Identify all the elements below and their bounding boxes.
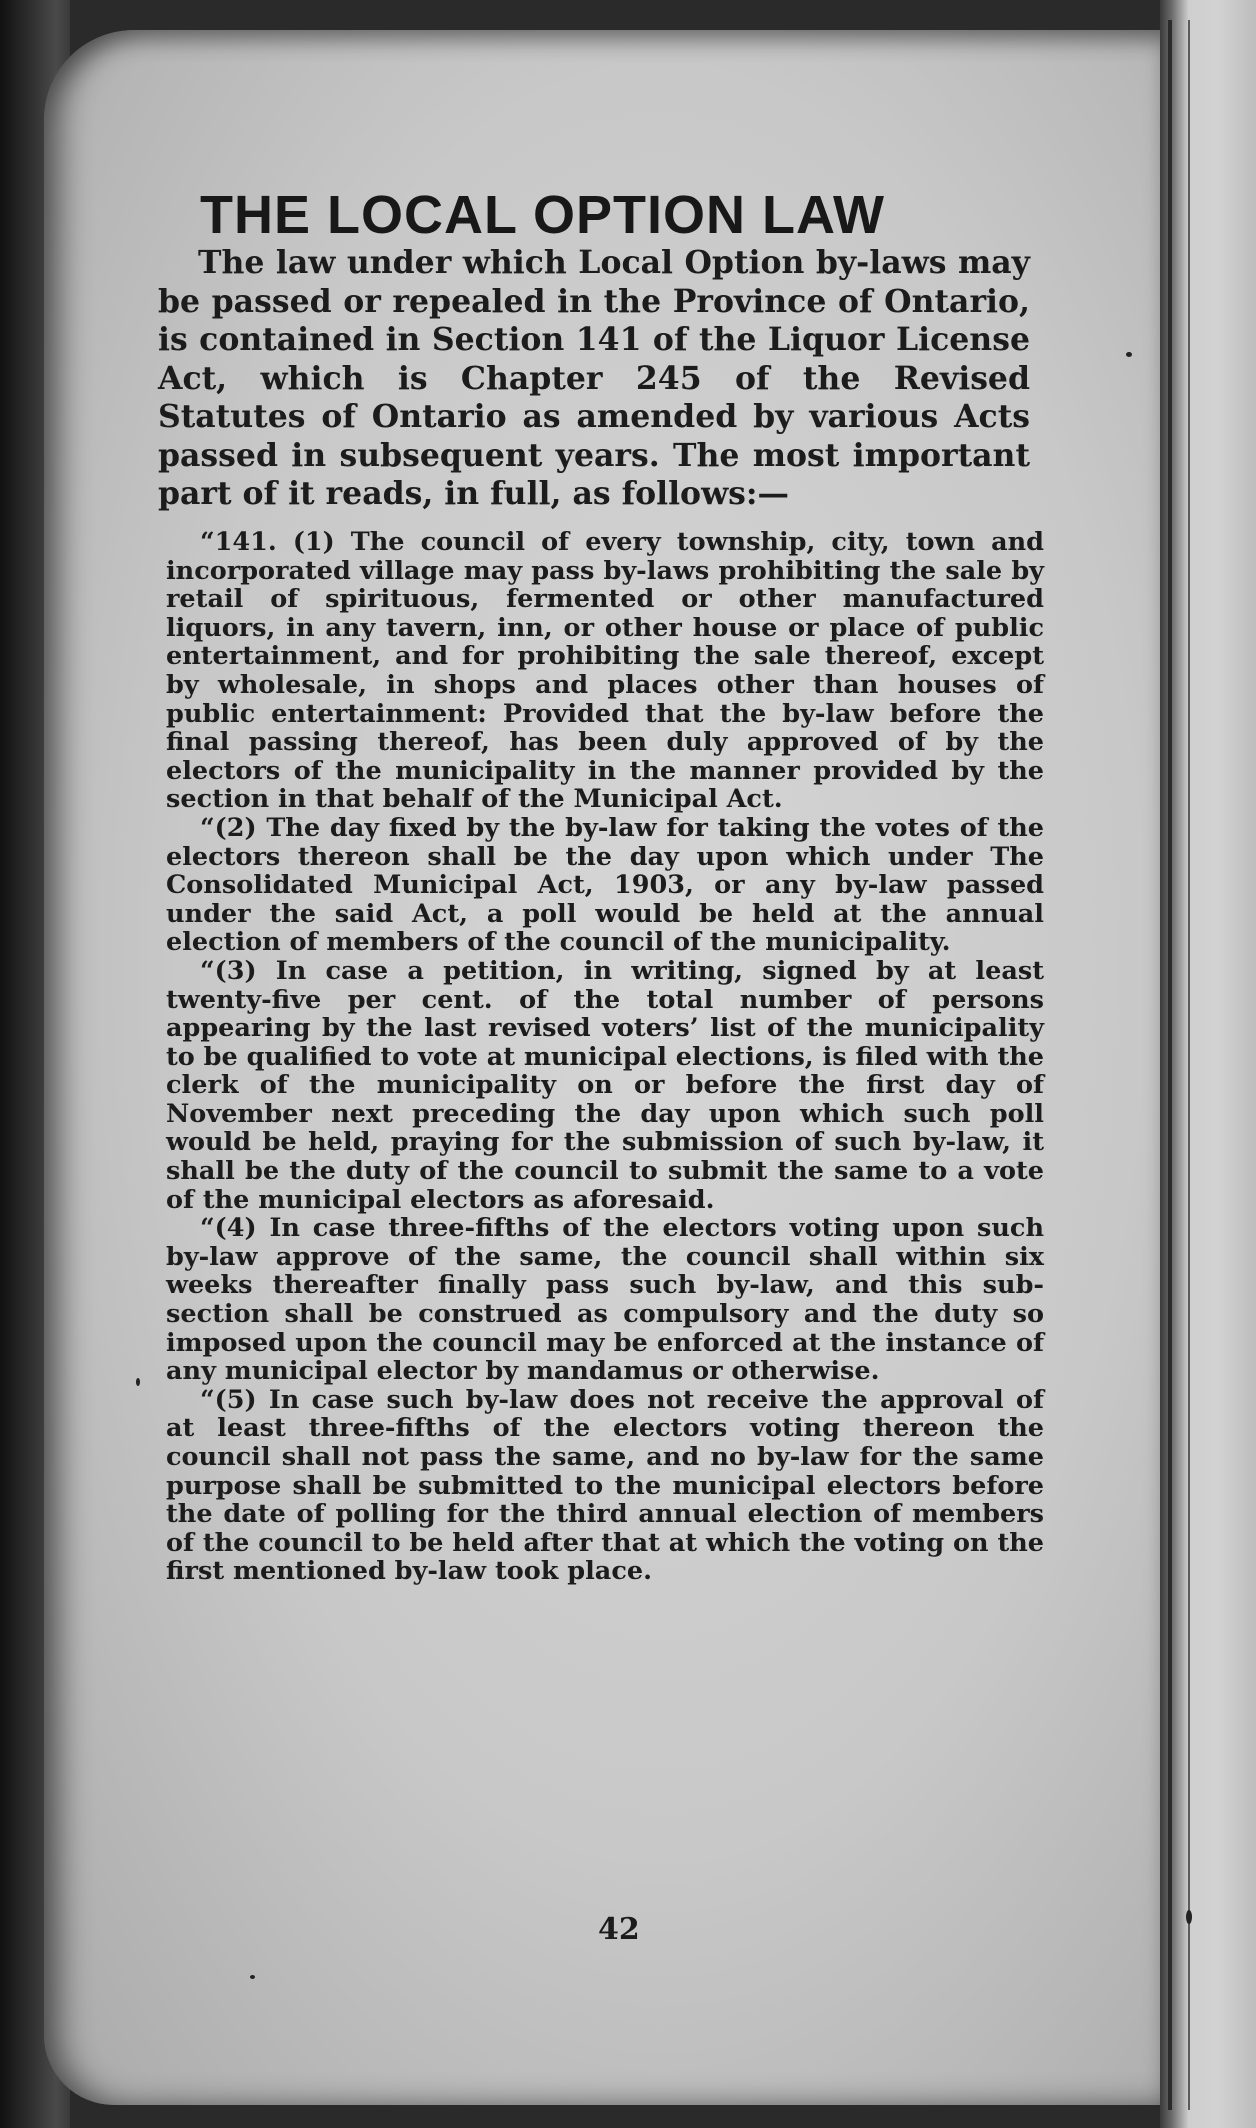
section-1-paragraph: “141. (1) The council of every township, city, town and incorporated village may pass by-laws prohibiting the sale by retail of spirituous, fermented or other manufactured liquors, in any tavern, inn, or other house or place of public entertainment, and for prohibiting the sale thereof, except by wholesale, in shops and places other than houses of public entertainment: Provided that the by-law before the final passing thereof, has been duly approved of by the electors of the municipality in the manner provided by the section in that behalf of the Municipal Act.: [166, 527, 1044, 815]
section-5-paragraph: “(5) In case such by-law does not receive the approval of at least three-fifths of the electors voting thereon the council shall not pass the same, and no by-law for the same purpose shall be submitted to the municipal electors before the date of polling for the third annual election of members of the council to be held after that at which the voting on the first mentioned by-law took place.: [166, 1384, 1044, 1587]
intro-paragraph: The law under which Local Option by-laws may be passed or repealed in the Province of Ontario, is contained in Section 141 of the Liquor License Act, which is Chapter 245 of the Revised Statutes of Ontario as amended by various Acts passed in subsequent years. The most important part of it reads, in full, as follows:—: [158, 244, 1030, 512]
book-binding: [1160, 0, 1256, 2128]
section-4-paragraph: “(4) In case three-fifths of the electors voting upon such by-law approve of the same, the council shall within six weeks thereafter finally pass such by-law, and this sub-section shall be construed as compulsory and the duty so imposed upon the council may be enforced at the instance of any municipal elector by mandamus or otherwise.: [166, 1213, 1044, 1387]
speck: [1126, 352, 1132, 357]
binding-line: [1168, 20, 1172, 2110]
binding-line-secondary: [1188, 20, 1190, 2110]
speck: [250, 1975, 255, 1979]
speck: [1186, 1910, 1192, 1924]
page-title: THE LOCAL OPTION LAW: [200, 185, 885, 245]
speck: [136, 1378, 140, 1386]
section-2-paragraph: “(2) The day fixed by the by-law for taking the votes of the electors thereon shall be the day upon which under The Consolidated Municipal Act, 1903, or any by-law passed under the said Act, a poll would be held at the annual election of members of the council of the municipality.: [166, 812, 1044, 958]
section-3-paragraph: “(3) In case a petition, in writing, signed by at least twenty-five per cent. of the total number of persons appearing by the last revised voters’ list of the municipality to be qualified to vote at municipal elections, is filed with the clerk of the municipality on or before the first day of November next preceding the day upon which such poll would be held, praying for the submission of such by-law, it shall be the duty of the council to submit the same to a vote of the municipal electors as aforesaid.: [166, 955, 1045, 1215]
page-number: 42: [598, 1912, 640, 1947]
statute-text: [166, 528, 1044, 1586]
